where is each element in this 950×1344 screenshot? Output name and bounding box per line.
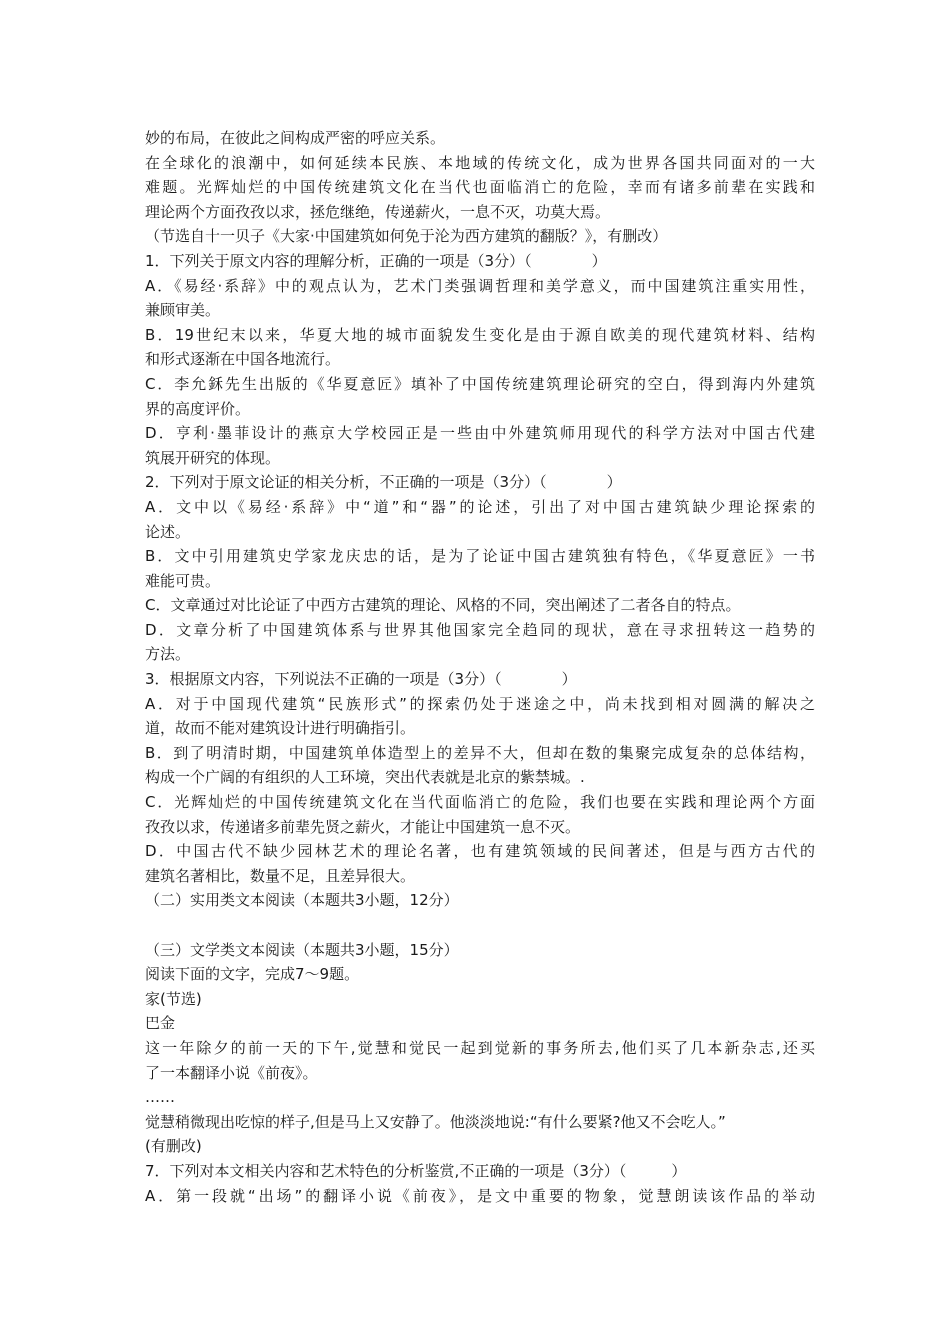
question-7: 7．下列对本文相关内容和艺术特色的分析鉴赏,不正确的一项是（3分）（ ） (145, 1161, 687, 1180)
reading-instruction: 阅读下面的文字，完成7～9题。 (145, 965, 360, 984)
ellipsis: …… (145, 1088, 175, 1107)
option-1d-cont: 筑展开研究的体现。 (145, 448, 281, 467)
option-1c-cont: 界的高度评价。 (145, 399, 251, 418)
option-2a-cont: 论述。 (145, 522, 191, 541)
passage-text-cont: 了一本翻译小说《前夜》。 (145, 1063, 318, 1082)
option-1b-cont: 和形式逐渐在中国各地流行。 (145, 350, 341, 369)
option-3d-cont: 建筑名著相比，数量不足，且差异很大。 (145, 866, 416, 885)
passage-title: 家(节选) (145, 989, 202, 1008)
option-3b: B．到了明清时期，中国建筑单体造型上的差异不大，但却在数的集聚完成复杂的总体结构， (145, 743, 815, 762)
option-2b-cont: 难能可贵。 (145, 571, 221, 590)
option-2c: C．文章通过对比论证了中西方古建筑的理论、风格的不同，突出阐述了二者各自的特点。 (145, 596, 741, 615)
option-3d: D．中国古代不缺少园林艺术的理论名著，也有建筑领域的民间著述，但是与西方古代的 (145, 842, 815, 861)
document-page (145, 126, 815, 1208)
section-heading-2: （二）实用类文本阅读（本题共3小题，12分） (145, 891, 459, 910)
passage-text-2: 觉慧稍微现出吃惊的样子,但是马上又安静了。他淡淡地说:“有什么要紧?他又不会吃人。” (145, 1112, 726, 1131)
option-2a: A．文中以《易经·系辞》中“道”和“器”的论述，引出了对中国古建筑缺少理论探索的 (145, 497, 815, 516)
option-2d: D．文章分析了中国建筑体系与世界其他国家完全趋同的现状，意在寻求扭转这一趋势的 (145, 620, 815, 639)
option-2d-cont: 方法。 (145, 645, 191, 664)
question-1: 1．下列关于原文内容的理解分析，正确的一项是（3分）（ ） (145, 251, 607, 270)
text-line: 理论两个方面孜孜以求，拯危继绝，传递薪火，一息不灭，功莫大焉。 (145, 202, 611, 221)
edit-note: (有删改) (145, 1137, 202, 1156)
option-3c: C．光辉灿烂的中国传统建筑文化在当代面临消亡的危险，我们也要在实践和理论两个方面 (145, 793, 815, 812)
option-1d: D．亨利·墨菲设计的燕京大学校园正是一些由中外建筑师用现代的科学方法对中国古代建 (145, 424, 815, 443)
option-3c-cont: 孜孜以求，传递诸多前辈先贤之薪火，才能让中国建筑一息不灭。 (145, 817, 581, 836)
passage-text: 这一年除夕的前一天的下午,觉慧和觉民一起到觉新的事务所去,他们买了几本新杂志,还买 (145, 1038, 815, 1057)
option-3b-cont: 构成一个广阔的有组织的人工环境，突出代表就是北京的紫禁城。. (145, 768, 585, 787)
option-3a: A．对于中国现代建筑“民族形式”的探索仍处于迷途之中，尚未找到相对圆满的解决之 (145, 694, 815, 713)
option-1c: C．李允鉌先生出版的《华夏意匠》填补了中国传统建筑理论研究的空白，得到海内外建筑 (145, 374, 815, 393)
text-line: 在全球化的浪潮中，如何延续本民族、本地域的传统文化，成为世界各国共同面对的一大 (145, 153, 815, 172)
text-line: 妙的布局，在彼此之间构成严密的呼应关系。 (145, 129, 446, 147)
option-2b: B．文中引用建筑史学家龙庆忠的话，是为了论证中国古建筑独有特色，《华夏意匠》一书 (145, 547, 815, 566)
text-line: 难题。光辉灿烂的中国传统建筑文化在当代也面临消亡的危险，幸而有诸多前辈在实践和 (145, 178, 815, 197)
option-7a: A．第一段就“出场”的翻译小说《前夜》，是文中重要的物象，觉慧朗读该作品的举动 (145, 1186, 815, 1205)
passage-author: 巴金 (145, 1014, 176, 1033)
option-1a: A．《易经·系辞》中的观点认为，艺术门类强调哲理和美学意义，而中国建筑注重实用性， (145, 276, 815, 295)
option-1b: B．19世纪末以来，华夏大地的城市面貌发生变化是由于源自欧美的现代建筑材料、结构 (145, 325, 815, 344)
option-1a-cont: 兼顾审美。 (145, 301, 221, 320)
option-3a-cont: 道，故而不能对建筑设计进行明确指引。 (145, 719, 416, 738)
question-2: 2．下列对于原文论证的相关分析，不正确的一项是（3分）（ ） (145, 473, 622, 492)
question-3: 3．根据原文内容，下列说法不正确的一项是（3分）（ ） (145, 670, 577, 689)
source-citation: （节选自十一贝子《大家·中国建筑如何免于沦为西方建筑的翻版？》，有删改） (145, 227, 668, 246)
section-heading-3: （三）文学类文本阅读（本题共3小题，15分） (145, 940, 459, 959)
blank-line (145, 913, 815, 938)
